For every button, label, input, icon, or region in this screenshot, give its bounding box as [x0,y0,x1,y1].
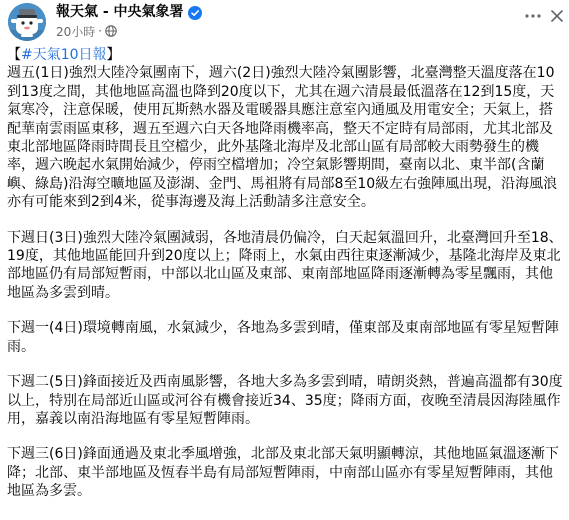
close-icon [551,10,563,22]
close-button[interactable] [547,6,567,26]
paragraph-forecast-tue: 下週二(5日)鋒面接近及西南風影響，各地大多為多雲到晴，晴朗炎熱，普遍高溫都有30度以上，特別在局部近山區或河谷有機會接近34、35度；降雨方面，夜晚至清晨因海陸風作用，嘉義以南沿海地區有零星短暫陣雨。 [7,374,563,427]
weather-mascot-logo [8,3,46,41]
avatar[interactable] [8,3,46,41]
tag-close-bracket: 】 [106,47,121,63]
more-horizontal-icon [525,14,541,18]
meta-separator: · [98,24,103,38]
post-timestamp[interactable]: 20小時 [56,24,96,39]
paragraph-forecast-fri-sat: 週五(1日)強烈大陸冷氣團南下，週六(2日)強烈大陸冷氣團影響，北臺灣整天溫度落在10到13度之間，其他地區高溫也降到20度以下，尤其在週六清晨最低溫落在12到15度，天氣寒冷，注意保暖，使用瓦斯熱水器及電暖器具應注意室內通風及用電安全；天氣上，搭配華南雲雨區東移，週五至週六白天各地降雨機率高，整天不定時有局部雨，尤其北部及東北部地區降雨時間長且空檔少，此外基隆北海岸及北部山區有局部較大雨勢發生的機率，週六晚起水氣開始減少，停雨空檔增加；冷空氣影響期間，臺南以北、東半部(含蘭嶼、綠島)沿海空曠地區及澎湖、金門、馬祖將有局部8至10級左右強陣風出現，沿海風浪亦有可能來到2到4米，從事海邊及海上活動請多注意安全。 [7,65,558,211]
hashtag-line [7,46,564,64]
globe-icon [105,25,117,37]
post-meta [56,23,117,39]
post-body [7,46,564,518]
paragraph-forecast-mon: 下週一(4日)環境轉南風，水氣減少，各地為多雲到晴，僅東部及東南部地區有零星短暫陣雨。 [7,320,559,355]
hashtag-link[interactable]: #天氣10日報 [21,47,107,63]
author-row [56,2,202,22]
more-options-button[interactable] [523,6,543,26]
post-header [0,0,569,44]
paragraph-forecast-wed: 下週三(6日)鋒面通過及東北季風增強，北部及東北部天氣明顯轉涼，其他地區氣溫逐漸下降；北部、東半部地區及恆春半島有局部短暫陣雨，中南部山區亦有零星短暫陣雨，其他地區為多雲。 [7,446,559,500]
paragraph-forecast-sun: 下週日(3日)強烈大陸冷氣團減弱，各地清晨仍偏冷，白天起氣溫回升，北臺灣回升至18、19度，其他地區能回升到20度以上；降雨上，水氣由西往東逐漸減少，基隆北海岸及東北部地區仍有局部短暫雨，中部以北山區及東部、東南部地區降雨逐漸轉為零星飄雨，其他地區為多雲到晴。 [7,229,563,301]
tag-open-bracket: 【 [7,47,21,63]
author-name[interactable]: 報天氣 - 中央氣象署 [56,4,184,20]
verified-badge-icon [188,5,202,19]
